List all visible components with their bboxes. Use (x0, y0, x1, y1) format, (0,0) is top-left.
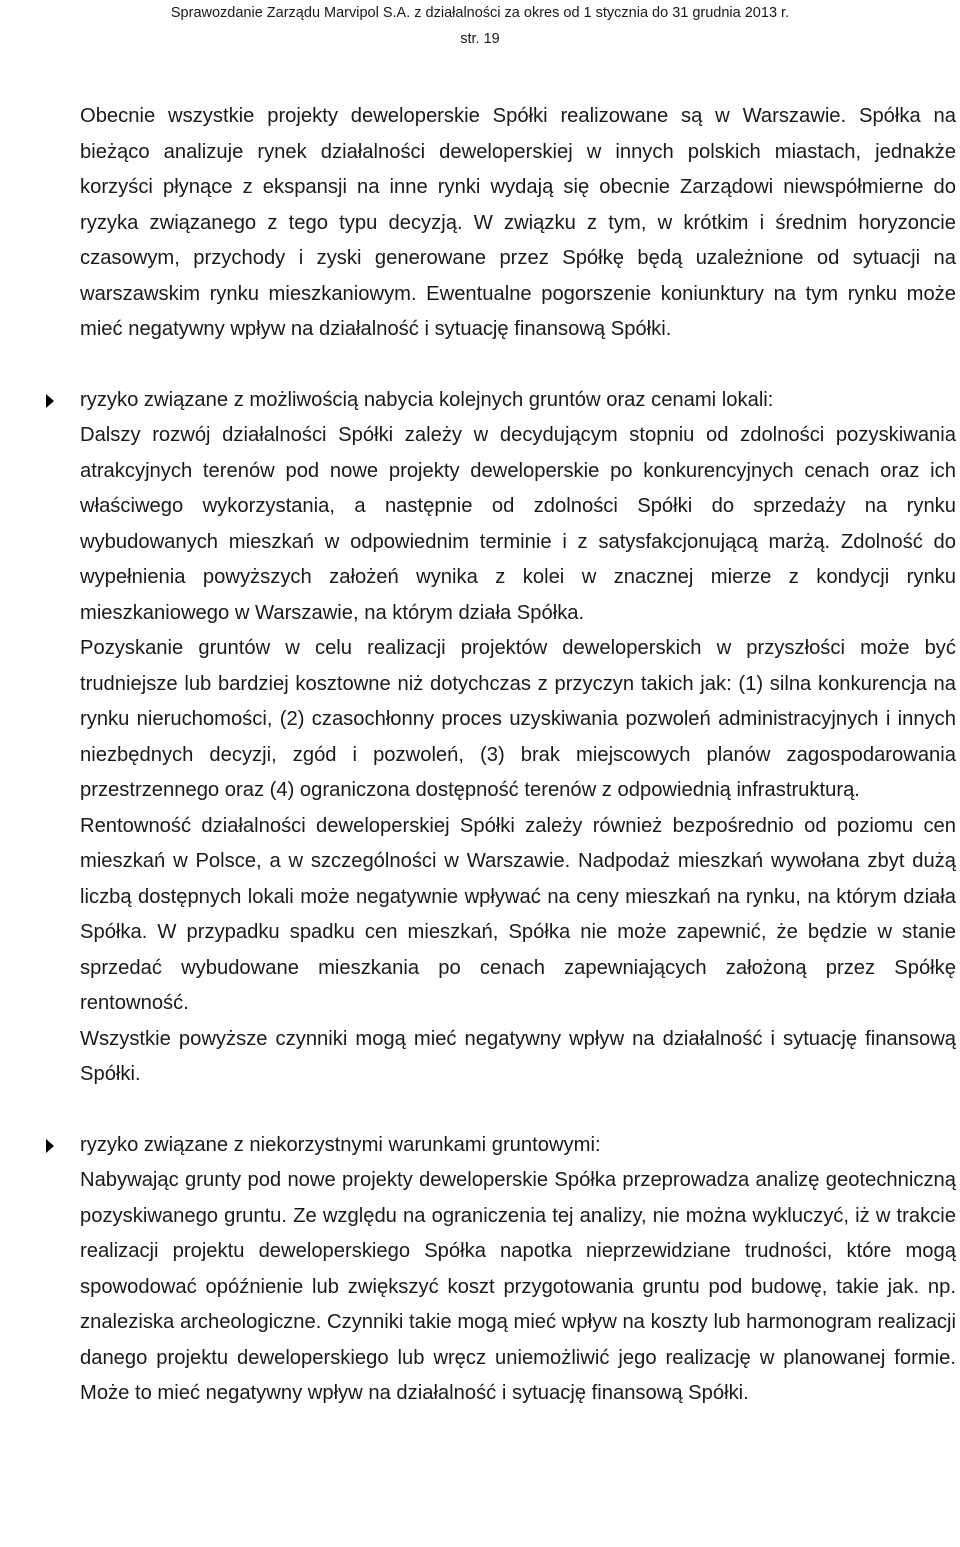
risk-paragraph: Nabywając grunty pod nowe projekty deweloperskie Spółka przeprowadza analizę geotechniczną pozyskiwanego gruntu. Ze względu na ograniczenia tej analizy, nie można wykluczyć, iż w trakcie realizacji projektu deweloperskiego Spółka napotka nieprzewidziane trudności, które mogą spowodować opóźnienie lub zwiększyć koszt przygotowania gruntu pod budowę, takie jak. np. znaleziska archeologiczne. Czynniki takie mogą mieć wpływ na koszty lub harmonogram realizacji danego projektu deweloperskiego lub wręcz uniemożliwić jego realizację w planowanej formie. Może to mieć negatywny wpływ na działalność i sytuację finansową Spółki. (80, 1169, 956, 1404)
risk-paragraph: Wszystkie powyższe czynniki mogą mieć negatywny wpływ na działalność i sytuację finansową Spółki. (80, 1027, 956, 1085)
bullet-arrow-icon (46, 394, 54, 408)
risk-paragraph: Rentowność działalności deweloperskiej Spółki zależy również bezpośrednio od poziomu cen mieszkań w Polsce, a w szczególności w Warszawie. Nadpodaż mieszkań wywołana zbyt dużą liczbą dostępnych lokali może negatywnie wpływać na ceny mieszkań na rynku, na którym działa Spółka. W przypadku spadku cen mieszkań, Spółka nie może zapewnić, że będzie w stanie sprzedać wybudowane mieszkania po cenach zapewniających założoną przez Spółkę rentowność. (80, 814, 956, 1014)
section-gap (80, 348, 956, 383)
section-gap (80, 1093, 956, 1128)
document-header: Sprawozdanie Zarządu Marvipol S.A. z działalności za okres od 1 stycznia do 31 grudnia 2013 r. (170, 5, 790, 21)
risk-paragraph: Pozyskanie gruntów w celu realizacji projektów deweloperskich w przyszłości może być trudniejsze lub bardziej kosztowne niż dotychczas z przyczyn takich jak: (1) silna konkurencja na rynku nieruchomości, (2) czasochłonny proces uzyskiwania pozwoleń administracyjnych i innych niezbędnych decyzji, zgód i pozwoleń, (3) brak miejscowych planów zagospodarowania przestrzennego oraz (4) ograniczona dostępność terenów z odpowiednią infrastrukturą. (80, 637, 956, 801)
risk-heading: ryzyko związane z możliwością nabycia kolejnych gruntów oraz cenami lokali: (80, 388, 774, 411)
intro-paragraph: Obecnie wszystkie projekty deweloperskie Spółki realizowane są w Warszawie. Spółka na bieżąco analizuje rynek działalności deweloperskiej w innych polskich miastach, jednakże korzyści płynące z ekspansji na inne rynki wydają się obecnie Zarządowi niewspółmierne do ryzyka związanego z tego typu decyzją. W związku z tym, w krótkim i średnim horyzoncie czasowym, przychody i zyski generowane przez Spółkę będą uzależnione od sytuacji na warszawskim rynku mieszkaniowym. Ewentualne pogorszenie koniunktury na tym rynku może mieć negatywny wpływ na działalność i sytuację finansową Spółki. (80, 105, 956, 340)
document-body (80, 99, 956, 1412)
bullet-arrow-icon (46, 1139, 54, 1153)
risk-section-ground-conditions (80, 1128, 956, 1412)
risk-section-land-acquisition (80, 383, 956, 1093)
risk-heading: ryzyko związane z niekorzystnymi warunkami gruntowymi: (80, 1133, 601, 1156)
risk-paragraph: Dalszy rozwój działalności Spółki zależy w decydującym stopniu od zdolności pozyskiwania atrakcyjnych terenów pod nowe projekty deweloperskie po konkurencyjnych cenach oraz ich właściwego wykorzystania, a następnie od zdolności Spółki do sprzedaży na rynku wybudowanych mieszkań w odpowiednim terminie i z satysfakcjonującą marżą. Zdolność do wypełnienia powyższych założeń wynika z kolei w znacznej mierze z kondycji rynku mieszkaniowego w Warszawie, na którym działa Spółka. (80, 424, 956, 624)
page-number: str. 19 (460, 31, 500, 47)
